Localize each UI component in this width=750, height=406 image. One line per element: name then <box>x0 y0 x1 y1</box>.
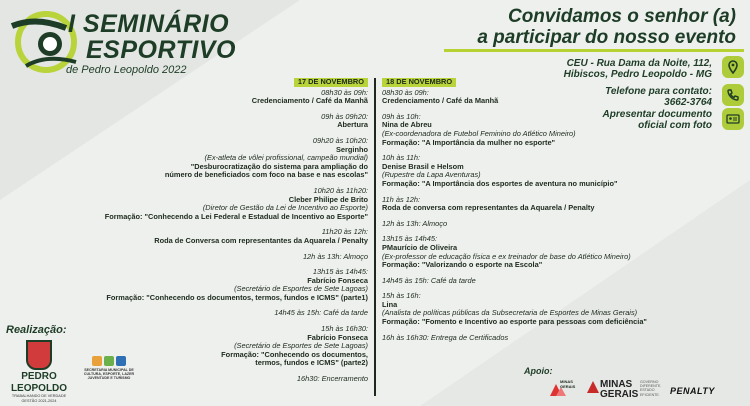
schedule-text: Fabrício Fonseca <box>307 275 368 285</box>
schedule-time: 13h15 às 14h45: <box>382 234 438 244</box>
schedule-time: 15h às 16h: <box>382 291 421 301</box>
document-line1: Apresentar documento <box>602 109 712 120</box>
schedule-text: Cleber Philipe de Brito <box>288 194 368 204</box>
mg-small-logo <box>560 380 575 389</box>
schedule-time: 15h às 16h30: <box>321 324 368 334</box>
schedule-time: 16h30: Encerramento <box>296 374 368 384</box>
schedule-text: Formação: "A Importância da mulher no esporte" <box>382 137 556 147</box>
schedule-item <box>382 235 682 269</box>
location-info <box>564 58 712 80</box>
location-pin-icon <box>722 56 744 78</box>
speaker-role: (Ex-professor de educação física e ex treinador de base do Atlético Mineiro) <box>382 251 631 261</box>
schedule-time: 08h30 às 09h: <box>321 87 368 97</box>
schedule-item <box>382 292 682 326</box>
day2-badge: 18 DE NOVEMBRO <box>382 78 456 87</box>
pedro-leopoldo-logo <box>8 340 70 403</box>
event-title-line2: ESPORTIVO <box>86 36 236 64</box>
speaker-role: (Diretor de Gestão da Lei de Incentivo ao Esporte) <box>202 203 368 213</box>
secretaria-logo <box>78 356 140 381</box>
schedule-time: 16h às 16h30: Entrega de Certificados <box>382 332 509 342</box>
pl-name-line2: LEOPOLDO <box>10 383 68 394</box>
schedule-time: 11h às 12h: <box>382 194 421 204</box>
schedule-time: 08h30 às 09h: <box>382 87 429 97</box>
schedule-text: Nina de Abreu <box>382 120 432 130</box>
schedule-text: Roda de conversa com representantes da Aquarela / Penalty <box>382 203 595 213</box>
schedule-text: Fabrício Fonseca <box>307 332 368 342</box>
schedule-text: PMaurício de Oliveira <box>382 242 458 252</box>
invitation-line1: Convidamos o senhor (a) <box>507 6 736 27</box>
schedule-item <box>382 113 682 147</box>
schedule-item <box>60 137 368 180</box>
schedule-text: Credenciamento / Café da Manhã <box>251 96 368 106</box>
speaker-role: (Analista de políticas públicas da Subsecretaria de Esportes de Minas Gerais) <box>382 308 638 318</box>
event-logo <box>6 4 256 82</box>
mg-small-line2: GERAIS <box>560 383 576 389</box>
city-crest-icon <box>26 340 52 370</box>
schedule-divider <box>374 78 376 396</box>
schedule-text: Abertura <box>337 120 368 130</box>
schedule-text: Formação: "A Importância dos esportes de aventura no município" <box>382 178 618 188</box>
schedule-text: Serginho <box>335 144 368 154</box>
schedule-text: Formação: "Conhecendo os documentos, <box>221 349 368 359</box>
location-line1: CEU - Rua Dama da Noite, 112, <box>566 58 712 69</box>
schedule-text: termos, fundos e ICMS" (parte2) <box>255 358 368 368</box>
phone-label: Telefone para contato: <box>605 86 712 97</box>
schedule-item <box>60 89 368 106</box>
gov-line4: EFICIENTE. <box>640 392 660 397</box>
schedule-time: 10h às 11h: <box>382 153 421 163</box>
speaker-role: (Ex-coordenadora de Futebol Feminino do Atlético Mineiro) <box>382 128 576 138</box>
schedule-text: Formação: "Fomento e Incentivo ao esporte para pessoas com deficiência" <box>382 317 647 327</box>
gov-line3: ESTADO <box>640 388 655 393</box>
secretaria-line2: CULTURA, ESPORTE, LAZER <box>83 372 135 377</box>
schedule-item <box>60 113 368 130</box>
schedule-time: 09h às 10h: <box>382 111 421 121</box>
schedule-text: Credenciamento / Café da Manhã <box>382 96 499 106</box>
minas-triangle-icon <box>586 380 600 394</box>
schedule-text: Formação: "Conhecendo a Lei Federal e Estadual de Incentivo ao Esporte" <box>104 211 368 221</box>
schedule-item <box>60 187 368 221</box>
document-line2: oficial com foto <box>638 120 712 131</box>
id-card-icon <box>722 108 744 130</box>
schedule-item <box>382 334 682 343</box>
event-title-line1: I SEMINÁRIO <box>68 10 230 38</box>
schedule-time: 12h às 13h: Almoço <box>302 251 368 261</box>
secretaria-icons <box>78 356 140 366</box>
pl-name-line1: PEDRO <box>21 371 57 382</box>
schedule-item <box>60 253 368 262</box>
accent-underline <box>444 49 744 52</box>
schedule-time: 09h às 09h20: <box>321 111 368 121</box>
schedule-item <box>382 220 682 229</box>
schedule-text: Formação: "Conhecendo os documentos, termos, fundos e ICMS" (parte1) <box>106 292 368 302</box>
schedule-text: Roda de Conversa com representantes da Aquarela / Penalty <box>154 235 368 245</box>
minas-line1: MINAS <box>600 379 633 390</box>
gov-line1: GOVERNO <box>640 380 659 384</box>
schedule-item <box>382 89 682 106</box>
minas-gerais-logo <box>600 380 638 400</box>
speaker-role: (Secretário de Esportes de Sete Lagoas) <box>234 284 368 294</box>
schedule-item <box>382 277 682 286</box>
schedule-item <box>382 154 682 188</box>
day1-badge: 17 DE NOVEMBRO <box>294 78 368 87</box>
schedule-day1 <box>60 78 368 384</box>
phone-icon <box>722 84 744 106</box>
schedule-time: 14h45 às 15h: Café da tarde <box>382 275 476 285</box>
schedule-text: Formação: "Valorizando o esporte na Escola" <box>382 260 543 270</box>
speaker-role: (Ex-atleta de vôlei profissional, campeão mundial) <box>204 153 368 163</box>
schedule-text: "Desburocratização do sistema para ampliação do <box>190 161 368 171</box>
location-line2: Hibiscos, Pedro Leopoldo - MG <box>563 69 712 80</box>
schedule-text: Denise Brasil e Helsom <box>382 161 464 171</box>
event-subtitle: de Pedro Leopoldo 2022 <box>66 64 187 76</box>
schedule-time: 10h20 às 11h20: <box>313 185 368 195</box>
mg-small-line1: MINAS <box>560 379 573 384</box>
penalty-logo: PENALTY <box>670 386 715 396</box>
secretaria-line1: SECRETARIA MUNICIPAL DE <box>84 368 134 372</box>
schedule-time: 09h20 às 10h20: <box>312 135 368 145</box>
apoio-label: Apoio: <box>524 366 553 376</box>
schedule-item <box>60 228 368 245</box>
invitation-line2: a participar do nosso evento <box>477 27 736 48</box>
speaker-role: (Secretário de Esportes de Sete Lagoas) <box>234 341 368 351</box>
schedule-item <box>382 196 682 213</box>
schedule-text: número de beneficiados com foco na base e nas escolas" <box>164 170 368 180</box>
gov-line2: DIFERENTE. <box>640 384 662 389</box>
schedule-time: 12h às 13h: Almoço <box>382 218 448 228</box>
pl-gestao: GESTÃO 2021-2024 <box>21 398 57 403</box>
pl-tagline: TRABALHANDO DE VERDADE <box>11 394 67 398</box>
minas-line2: GERAIS <box>600 389 639 400</box>
schedule-text: Lina <box>382 299 398 309</box>
realizacao-label: Realização: <box>6 324 67 336</box>
speaker-role: (Rupestre da Lapa Aventuras) <box>382 170 481 180</box>
schedule-item <box>60 268 368 302</box>
invitation-text <box>477 6 736 48</box>
phone-number: 3662-3764 <box>664 97 712 108</box>
schedule-time: 11h20 às 12h: <box>321 227 368 237</box>
schedule-time: 13h15 às 14h45: <box>312 267 368 277</box>
schedule-item <box>60 309 368 318</box>
governo-tagline <box>640 380 661 397</box>
schedule-day2 <box>382 78 682 342</box>
schedule-time: 14h45 às 15h: Café da tarde <box>274 308 368 318</box>
secretaria-line3: JUVENTUDE E TURISMO <box>87 376 131 381</box>
